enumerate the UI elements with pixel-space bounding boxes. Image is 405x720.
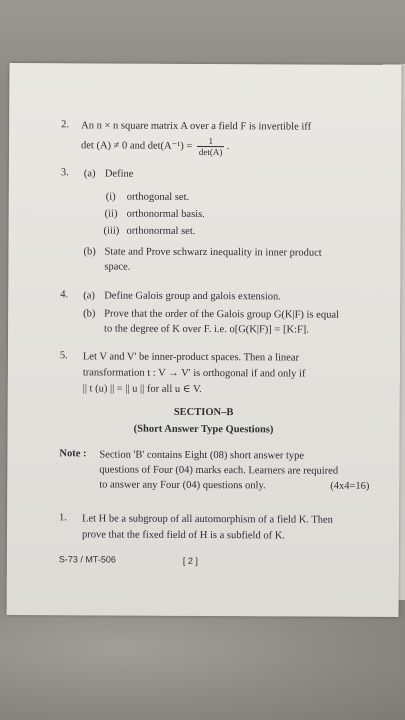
note-marks: (4x4=16) xyxy=(330,480,370,492)
note-line3: to answer any Four (04) questions only. xyxy=(99,479,266,492)
q2-number: 2. xyxy=(61,119,70,131)
q3-i-text: orthogonal set. xyxy=(126,191,190,203)
q2-line2-end: . xyxy=(226,141,230,153)
q5-line2: transformation t : V → V' is orthogonal if and only if xyxy=(82,367,306,380)
q3-b-line2: space. xyxy=(104,261,131,273)
q2-line2 xyxy=(81,135,381,158)
sb-q1-line1: Let H be a subgroup of all automorphism of a field K. Then xyxy=(82,513,333,526)
q3-b-line1: State and Prove schwarz inequality in inner product xyxy=(104,246,322,259)
q4-b-label: (b) xyxy=(83,308,96,320)
q5-number: 5. xyxy=(59,350,68,362)
note-line2: questions of Four (04) marks each. Learners are required xyxy=(99,464,339,477)
section-title: SECTION–B xyxy=(173,406,234,419)
note-line1: Section 'B' contains Eight (08) short answer type xyxy=(99,449,305,462)
note-label: Note : xyxy=(59,448,87,460)
q3-b-label: (b) xyxy=(83,246,96,258)
sb-q1-line2: prove that the fixed field of H is a subfield of K. xyxy=(81,529,285,542)
q2-line1: An n × n square matrix A over a field F is invertible iff xyxy=(81,120,312,133)
q3-a-label: (a) xyxy=(83,168,96,180)
q4-b-line2: to the degree of K over F. i.e. o[G(K|F)] = [K:F]. xyxy=(104,323,309,336)
q3-iii-label: (iii) xyxy=(103,225,120,237)
q4-b-line1: Prove that the order of the Galois group G(K|F) is equal xyxy=(104,308,339,321)
q4-a-text: Define Galois group and galois extension. xyxy=(104,290,281,303)
q3-i-label: (i) xyxy=(105,191,116,203)
background-bottom xyxy=(0,600,405,720)
q2-fraction xyxy=(197,136,225,157)
q3-ii-label: (ii) xyxy=(104,208,118,220)
q5-line3: || t (u) || = || u || for all u ∈ V. xyxy=(82,383,202,395)
q4-number: 4. xyxy=(60,289,69,301)
exam-page xyxy=(7,63,402,617)
q4-a-label: (a) xyxy=(83,290,95,302)
q3-iii-text: orthonormal set. xyxy=(126,225,196,237)
q2-frac-denominator: det(A) xyxy=(198,146,223,158)
q3-ii-text: orthonormal basis. xyxy=(126,208,205,221)
section-subtitle: (Short Answer Type Questions) xyxy=(133,423,274,436)
page-number: [ 2 ] xyxy=(182,555,198,566)
q2-line2-text: det (A) ≠ 0 and det(A⁻¹) = xyxy=(80,140,193,152)
sb-q1-number: 1. xyxy=(59,512,67,524)
q3-a-text: Define xyxy=(104,168,134,180)
paper-code: S-73 / MT-506 xyxy=(58,554,116,565)
q3-number: 3. xyxy=(60,167,69,179)
q5-line1: Let V and V' be inner-product spaces. Then a linear xyxy=(82,351,300,364)
q2-frac-numerator: 1 xyxy=(197,136,225,147)
